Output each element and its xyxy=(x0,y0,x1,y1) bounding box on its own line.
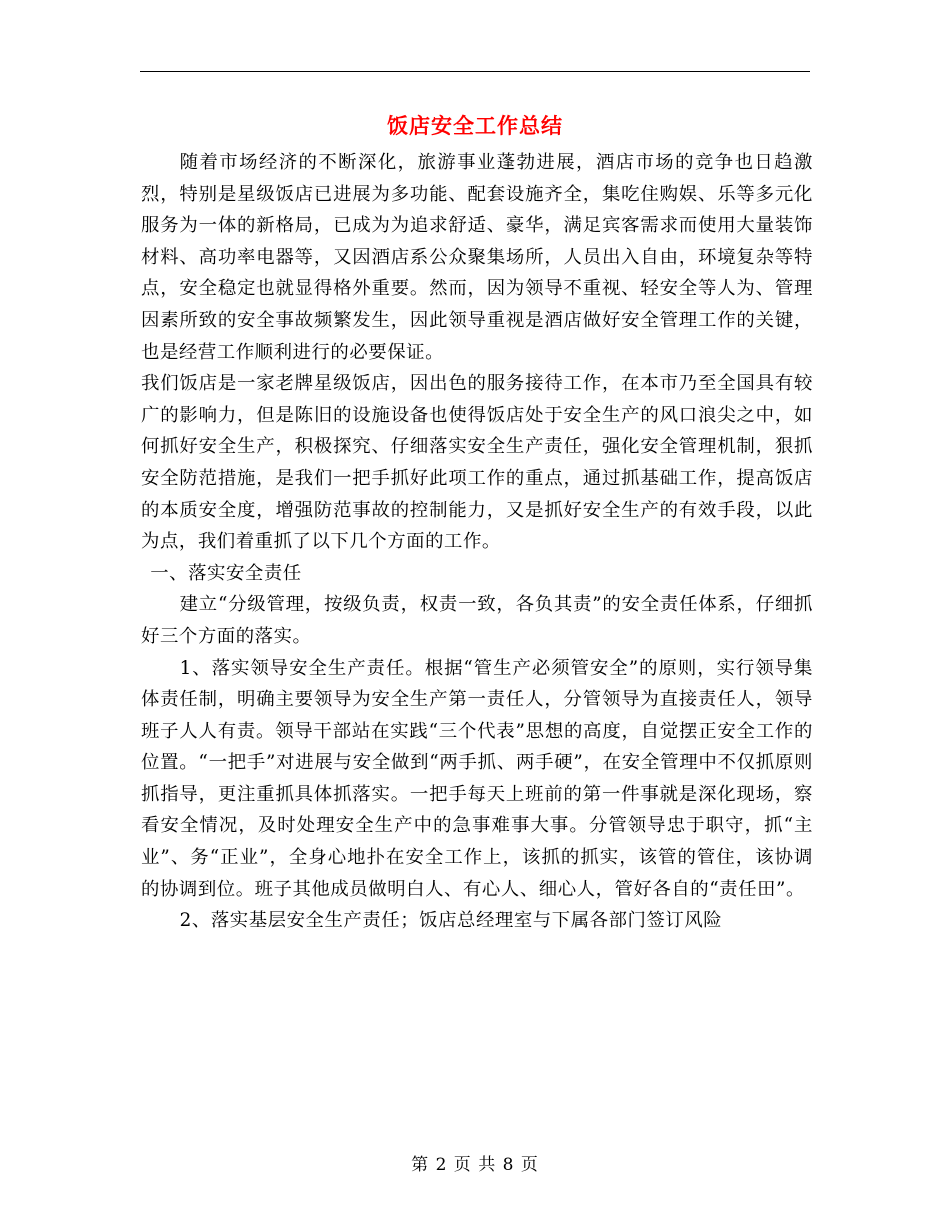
paragraph-responsibility-system: 建立“分级管理，按级负责，权责一致，各负其责”的安全责任体系，仔细抓好三个方面的落实。 xyxy=(141,594,813,647)
document-title: 饭店安全工作总结 xyxy=(387,113,563,138)
document-body xyxy=(141,147,813,937)
paragraph-hotel-background: 我们饭店是一家老牌星级饭店，因出色的服务接待工作，在本市乃至全国具有较广的影响力，但是陈旧的设施设备也使得饭店处于安全生产的风口浪尖之中，如何抓好安全生产，积极探究、仔细落实安全生产责任，强化安全管理机制，狠抓安全防范措施，是我们一把手抓好此项工作的重点，通过抓基础工作，提高饭店的本质安全度，增强防范事故的控制能力，又是抓好安全生产的有效手段，以此为点，我们着重抓了以下几个方面的工作。 xyxy=(141,373,813,553)
section-heading-responsibility: 一、落实安全责任 xyxy=(150,562,302,584)
page-number-footer: 第 2 页 共 8 页 xyxy=(411,1155,539,1175)
paragraph-grassroots-responsibility: 2、落实基层安全生产责任；饭店总经理室与下属各部门签订风险 xyxy=(179,910,723,932)
paragraph-leadership-responsibility: 1、落实领导安全生产责任。根据“管生产必须管安全”的原则，实行领导集体责任制，明确主要领导为安全生产第一责任人，分管领导为直接责任人，领导班子人人有责。领导干部站在实践“三个代表”思想的高度，自觉摆正安全工作的位置。“一把手”对进展与安全做到“两手抓、两手硬”，在安全管理中不仅抓原则抓指导，更注重抓具体抓落实。一把手每天上班前的第一件事就是深化现场，察看安全情况，及时处理安全生产中的急事难事大事。分管领导忠于职守，抓“主业”、务“正业”，全身心地扑在安全工作上，该抓的抓实，该管的管住，该协调的协调到位。班子其他成员做明白人、有心人、细心人，管好各自的“责任田”。 xyxy=(141,657,813,900)
header-rule xyxy=(140,71,810,72)
paragraph-intro: 随着市场经济的不断深化，旅游事业蓬勃进展，酒店市场的竞争也日趋激烈，特别是星级饭店已进展为多功能、配套设施齐全，集吃住购娱、乐等多元化服务为一体的新格局，已成为为追求舒适、豪华，满足宾客需求而使用大量装饰材料、高功率电器等，又因酒店系公众聚集场所，人员出入自由，环境复杂等特点，安全稳定也就显得格外重要。然而，因为领导不重视、轻安全等人为、管理因素所致的安全事故频繁发生，因此领导重视是酒店做好安全管理工作的关键，也是经营工作顺利进行的必要保证。 xyxy=(141,152,813,363)
